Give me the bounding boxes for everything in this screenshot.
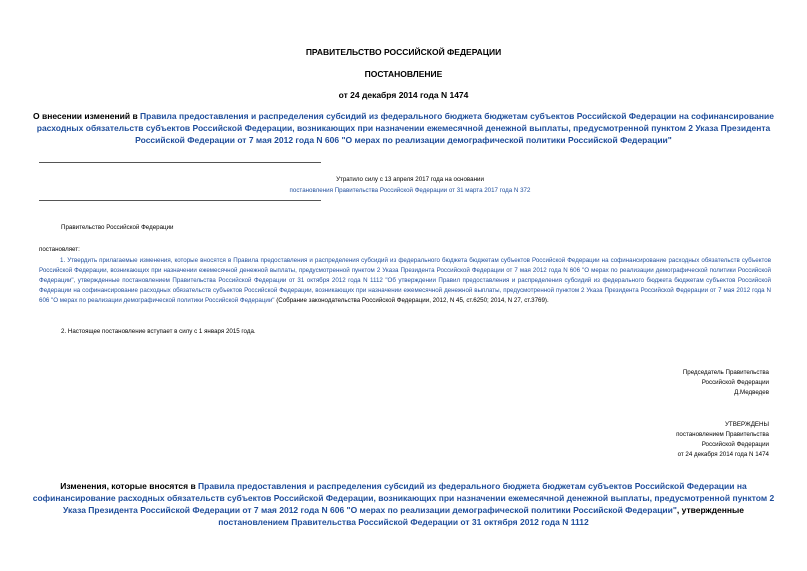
heading-prefix: О внесении изменений в [33, 111, 141, 121]
approval-line-2: постановлением Правительства [676, 431, 769, 438]
status-repeal-link[interactable]: постановления Правительства Российской Федерации от 31 марта 2017 года N 372 [289, 187, 531, 194]
approval-line-3: Российской Федерации [701, 441, 769, 448]
heading-rules-link[interactable]: Правила предоставления и распределения субсидий из федерального бюджета бюджетам субъектов Российской Федерации на софинансирование расходных обязательств субъектов Российской Федерации, возникающих при назначении ежемесячной денежной выплаты, предусмотренной пунктом 2 Указа Президента Российской Федерации от 7 мая 2012 года N 606 "О мерах по реализации демографической политики Российской Федерации" [36, 111, 774, 145]
paragraph-1 [39, 256, 771, 306]
approval-line-4: от 24 декабря 2014 года N 1474 [677, 451, 769, 458]
status-note [200, 174, 620, 196]
paragraph-2: 2. Настоящее постановление вступает в силу с 1 января 2015 года. [61, 328, 256, 335]
divider-bottom [39, 200, 321, 201]
paragraph-1-source: (Собрание законодательства Российской Федерации, 2012, N 45, ст.6250; 2014, N 27, ст.3769). [274, 297, 549, 304]
changes-rules-link[interactable]: Правила предоставления и распределения субсидий из федерального бюджета бюджетам субъектов Российской Федерации на софинансирование расходных обязательств субъектов Российской Федерации, возникающих при назначении ежемесячной денежной выплаты, предусмотренной пунктом 2 Указа Президента Российской Федерации от 7 мая 2012 года N 606 "О мерах по реализации демографической политики Российской Федерации" [32, 481, 775, 515]
signature-block [683, 368, 769, 398]
approval-title: УТВЕРЖДЕНЫ [725, 421, 769, 428]
signature-name: Д.Медведев [734, 389, 769, 396]
changes-middle: , утвержденные [676, 505, 744, 515]
signature-position: Председатель Правительства [682, 369, 769, 376]
document-heading [30, 110, 777, 146]
status-line: Утратило силу с 13 апреля 2017 года на основании [336, 176, 484, 183]
signature-country: Российской Федерации [701, 379, 769, 386]
changes-decree-link[interactable]: постановлением Правительства Российской Федерации от 31 октября 2012 года N 1112 [218, 517, 589, 527]
body-resolves: постановляет: [39, 246, 80, 253]
changes-heading [30, 480, 777, 528]
document-date-number: от 24 декабря 2014 года N 1474 [338, 90, 469, 100]
approval-block [676, 420, 769, 460]
paragraph-1-text-link[interactable]: 1. Утвердить прилагаемые изменения, которые вносятся в Правила предоставления и распределения субсидий из федерального бюджета бюджетам субъектов Российской Федерации на софинансирование расходных обязательств субъектов Российской Федерации, возникающих при назначении ежемесячной денежной выплаты, предусмотренной пунктом 2 Указа Президента Российской Федерации от 7 мая 2012 года N 606 "О мерах по реализации демографической политики Российской Федерации", утвержденные постановлением Правительства Российской Федерации от 31 октября 2012 года N 1112 "Об утверждении Правил предоставления и распределения субсидий из федерального бюджета бюджетам субъектов Российской Федерации на софинансирование расходных обязательств субъектов Российской Федерации, возникающих при назначении ежемесячной денежной выплаты, предусмотренной пунктом 2 Указа Президента Российской Федерации от 7 мая 2012 года N 606 "О мерах по реализации демографической политики Российской Федерации" [39, 257, 771, 304]
government-title: ПРАВИТЕЛЬСТВО РОССИЙСКОЙ ФЕДЕРАЦИИ [305, 47, 502, 57]
document-type: ПОСТАНОВЛЕНИЕ [364, 69, 443, 79]
changes-prefix: Изменения, которые вносятся в [60, 481, 199, 491]
divider-top [39, 162, 321, 163]
body-government: Правительство Российской Федерации [61, 224, 174, 231]
